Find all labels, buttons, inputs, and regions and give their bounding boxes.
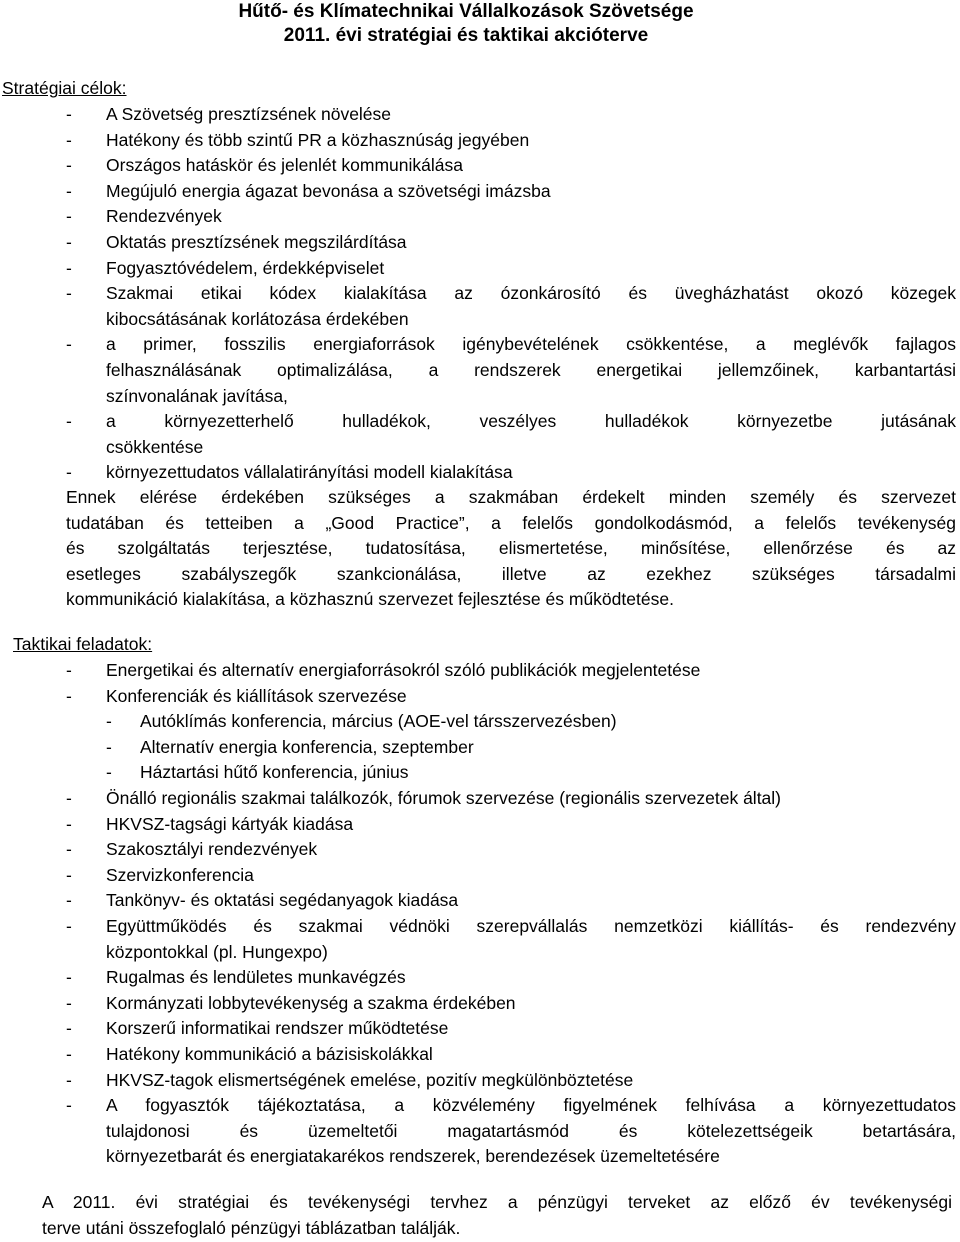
list-dash: - [66,104,72,124]
strategic-goal-item [66,256,956,282]
tactical-task-text: tulajdonosi és üzemeltetői magatartásmód és kötelezettségeik betartására, [106,1120,956,1141]
strategic-goal-item [66,332,956,409]
list-dash: - [66,206,72,227]
tactical-task-text: Autóklímás konferencia, március (AOE-vel társszervezésben) [140,711,617,732]
list-dash: - [66,660,72,680]
tactical-task-item [66,914,956,965]
strategic-goal-item [66,230,956,256]
paragraph-line: és szolgáltatás terjesztése, tudatosítása, elismertetése, minősítése, ellenőrzése és az [66,538,956,559]
strategic-goal-text: Megújuló energia ágazat bevonása a szövetségi imázsba [106,180,551,201]
strategic-goals-list [66,102,956,486]
strategic-goal-text: Hatékony és több szintű PR a közhasznúság jegyében [106,129,530,150]
list-dash: - [66,231,72,252]
list-dash: - [106,711,112,732]
list-dash: - [66,283,72,304]
tactical-task-text: Szervizkonferencia [106,864,254,885]
strategic-goal-text: Szakmai etikai kódex kialakítása az ózonkárosító és üvegházhatást okozó közegek [106,283,956,304]
tactical-task-item [66,863,956,889]
tactical-task-text: Kormányzati lobbytevékenység a szakma érdekében [106,992,516,1013]
list-dash: - [66,462,72,483]
list-dash: - [66,1043,72,1064]
tactical-tasks-heading: Taktikai feladatok: [13,634,153,654]
tactical-task-item [66,1093,956,1170]
strategic-goals-heading: Stratégiai célok: [2,78,127,98]
list-dash: - [66,180,72,201]
strategic-goal-item [66,179,956,205]
document-title-line-1: Hűtő- és Klímatechnikai Vállalkozások Szövetsége [238,1,694,22]
list-dash: - [66,129,72,150]
paragraph-line: tudatában és tetteiben a „Good Practice”, a felelős gondolkodásmód, a felelős tevékenység [66,512,956,533]
list-dash: - [66,992,72,1013]
paragraph-line: Ennek elérése érdekében szükséges a szakmában érdekelt minden személy és szervezet [66,487,956,507]
strategic-goal-text: környezettudatos vállalatirányítási modell kialakítása [106,462,513,483]
tactical-task-item [66,1042,956,1068]
strategic-goal-text: kibocsátásának korlátozása érdekében [106,308,409,329]
tactical-task-item [66,965,956,991]
tactical-task-text: Együttműködés és szakmai védnöki szerepvállalás nemzetközi kiállítás- és rendezvény [106,915,956,936]
tactical-task-text: Háztartási hűtő konferencia, június [140,762,409,783]
tactical-task-text: Rugalmas és lendületes munkavégzés [106,967,406,988]
tactical-task-text: Hatékony kommunikáció a bázisiskolákkal [106,1043,433,1064]
strategic-goal-text: Rendezvények [106,206,222,227]
strategic-goal-text: a környezetterhelő hulladékok, veszélyes hulladékok környezetbe jutásának [106,411,956,432]
tactical-task-item [66,1016,956,1042]
list-dash: - [106,762,112,783]
tactical-task-item [66,684,956,710]
tactical-task-text: Alternatív energia konferencia, szeptember [140,736,474,757]
list-dash: - [66,839,72,860]
tactical-task-text: Energetikai és alternatív energiaforrásokról szóló publikációk megjelentetése [106,660,701,680]
tactical-task-item [66,1068,956,1094]
tactical-task-text: környezetbarát és energiatakarékos rendszerek, berendezések üzemeltetésére [106,1146,720,1167]
tactical-subtask-item [66,735,956,761]
paragraph-line: esetleges szabályszegők szankcionálása, illetve az ezekhez szükséges társadalmi [66,563,956,584]
list-dash: - [66,967,72,988]
tactical-subtask-item [66,760,956,786]
closing-paragraph [42,1190,952,1241]
list-dash: - [66,915,72,936]
document-title-line-2: 2011. évi stratégiai és taktikai akcióterve [283,25,649,46]
list-dash: - [66,1095,72,1116]
list-dash: - [106,736,112,757]
tactical-task-text: HKVSZ-tagsági kártyák kiadása [106,813,354,834]
list-dash: - [66,1018,72,1039]
list-dash: - [66,864,72,885]
tactical-task-text: A fogyasztók tájékoztatása, a közvélemény figyelmének felhívása a környezettudatos [106,1095,956,1116]
strategic-goal-item [66,281,956,332]
list-dash: - [66,411,72,432]
strategic-paragraph [66,485,956,613]
list-dash: - [66,890,72,911]
strategic-goal-item [66,102,956,128]
strategic-goal-text: csökkentése [106,436,204,457]
strategic-goal-text: Fogyasztóvédelem, érdekképviselet [106,257,385,278]
tactical-subtask-item [66,709,956,735]
tactical-task-text: HKVSZ-tagok elismertségének emelése, pozitív megkülönböztetése [106,1069,634,1090]
strategic-goal-text: Országos hatáskör és jelenlét kommunikálása [106,155,463,176]
strategic-goal-text: színvonalának javítása, [106,385,288,406]
closing-line: terve utáni összefoglaló pénzügyi táblázatban találják. [42,1217,461,1238]
strategic-goal-text: a primer, fosszilis energiaforrások igénybevételének csökkentése, a meglévők fajlagos [106,334,956,355]
list-dash: - [66,685,72,706]
tactical-task-text: Szakosztályi rendezvények [106,839,318,860]
list-dash: - [66,1069,72,1090]
tactical-task-text: központokkal (pl. Hungexpo) [106,941,328,962]
closing-line: A 2011. évi stratégiai és tevékenységi tervhez a pénzügyi terveket az előző év tevékenységi [42,1192,952,1212]
strategic-goal-text: felhasználásának optimalizálása, a rendszerek energetikai jellemzőinek, karbantartási [106,359,956,380]
tactical-tasks-list [66,658,956,1170]
tactical-task-item [66,837,956,863]
list-dash: - [66,813,72,834]
strategic-goal-item [66,128,956,154]
tactical-task-text: Konferenciák és kiállítások szervezése [106,685,407,706]
strategic-goal-item [66,460,956,486]
tactical-task-item [66,888,956,914]
list-dash: - [66,787,72,808]
tactical-task-text: Önálló regionális szakmai találkozók, fórumok szervezése (regionális szervezetek által) [106,787,782,808]
list-dash: - [66,155,72,176]
tactical-task-item [66,658,956,684]
strategic-goal-text: Oktatás presztízsének megszilárdítása [106,231,407,252]
tactical-task-text: Korszerű informatikai rendszer működtetése [106,1018,449,1039]
strategic-goal-item [66,153,956,179]
tactical-task-text: Tankönyv- és oktatási segédanyagok kiadása [106,890,459,911]
strategic-goal-item [66,204,956,230]
list-dash: - [66,257,72,278]
paragraph-line: kommunikáció kialakítása, a közhasznú szervezet fejlesztése és működtetése. [66,589,674,610]
tactical-task-item [66,786,956,812]
tactical-task-item [66,812,956,838]
strategic-goal-item [66,409,956,460]
list-dash: - [66,334,72,355]
tactical-task-item [66,991,956,1017]
strategic-goal-text: A Szövetség presztízsének növelése [106,104,392,124]
